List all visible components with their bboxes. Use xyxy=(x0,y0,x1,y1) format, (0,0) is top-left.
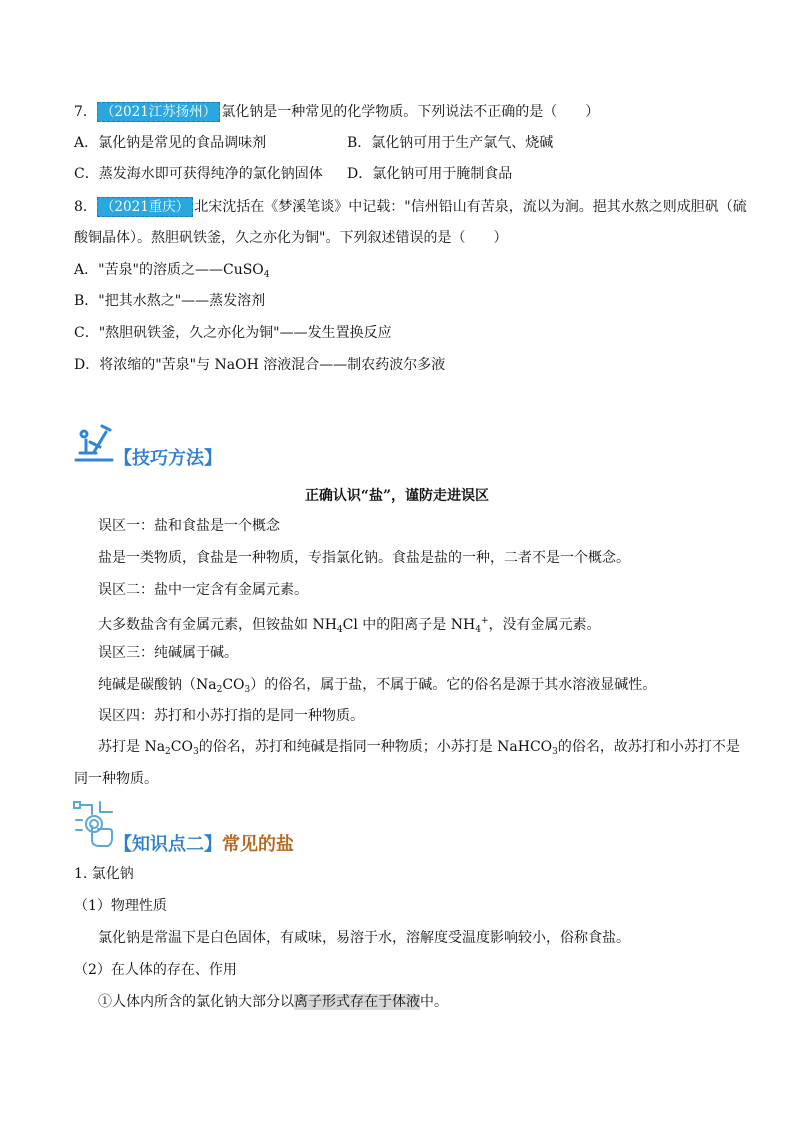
highlighted-text: 离子形式存在于体液 xyxy=(294,994,420,1010)
kp2-item-1: 1. 氯化钠 xyxy=(74,866,134,882)
misconception-3-text: 纯碱是碳酸钠$(Na_2CO_3)$的俗名，属于盐，不属于碱。它的俗名是源于其水溶液显碱性。 xyxy=(98,677,657,695)
misconception-1-text: 盐是一类物质，食盐是一种物质，专指氯化钠。食盐是盐的一种，二者不是一个概念。 xyxy=(98,550,630,566)
q8-option-d: D．将浓缩的"苦泉"与 NaOH 溶液混合——制农药波尔多液 xyxy=(74,357,446,373)
kp2-sub-1-text: 氯化钠是常温下是白色固体，有咸味，易溶于水，溶解度受温度影响较小，俗称食盐。 xyxy=(98,930,630,946)
misconception-3-title: 误区三：纯碱属于碱。 xyxy=(98,645,238,661)
question-8-stem-cont: 酸铜晶体）。熬胆矾铁釜，久之亦化为铜"。下列叙述错误的是（ ） xyxy=(74,230,508,246)
question-8-stem: 8． （2021重庆） 北宋沈括在《梦溪笔谈》中记载："信州铅山有苦泉，流以为涧。挹其水熬之则成胆矾（硫 xyxy=(74,199,747,215)
skills-subtitle: 正确认识“盐”，谨防走进误区 xyxy=(304,488,490,504)
q8-option-b: B．"把其水熬之"——蒸发溶剂 xyxy=(74,293,266,309)
kp2-sub-2: （2）在人体的存在、作用 xyxy=(74,962,237,978)
source-tag: （2021江苏扬州） xyxy=(97,102,220,122)
kp2-sub-2-text: ①人体内所含的氯化钠大部分以离子形式存在于体液中。 xyxy=(98,994,448,1010)
q7-option-b: B．氯化钠可用于生产氯气、烧碱 xyxy=(347,135,554,151)
misconception-2-title: 误区二：盐中一定含有金属元素。 xyxy=(98,582,308,598)
kp2-sub-1: （1）物理性质 xyxy=(74,898,167,914)
misconception-4-title: 误区四：苏打和小苏打指的是同一种物质。 xyxy=(98,708,364,724)
q8-option-a: A．"苦泉"的溶质之——CuSO$_4$ xyxy=(74,262,270,280)
q7-option-d: D．氯化钠可用于腌制食品 xyxy=(347,166,513,182)
q8-option-c: C．"熬胆矾铁釜，久之亦化为铜"——发生置换反应 xyxy=(74,325,392,341)
knowledge-point-heading: 【知识点二】常见的盐 xyxy=(114,834,294,855)
misconception-2-text: 大多数盐含有金属元素，但铵盐如 $NH_4Cl$ 中的阳离子是 $NH_4^+$，没有金属元素。 xyxy=(98,616,601,635)
q7-option-a: A．氯化钠是常见的食品调味剂 xyxy=(74,135,267,151)
question-7-stem: 7． （2021江苏扬州） 氯化钠是一种常见的化学物质。下列说法不正确的是（ ） xyxy=(74,104,600,120)
misconception-4-text: 苏打是 $Na_2CO_3$的俗名，苏打和纯碱是指同一种物质；小苏打是 NaHCO$_3$的俗名，故苏打和小苏打不是 xyxy=(98,739,740,757)
microscope-icon xyxy=(72,420,116,464)
misconception-1-title: 误区一：盐和食盐是一个概念 xyxy=(98,518,280,534)
source-tag: （2021重庆） xyxy=(97,197,193,217)
q7-option-c: C．蒸发海水即可获得纯净的氯化钠固体 xyxy=(74,166,323,182)
question-number: 7． xyxy=(74,104,97,120)
touch-hand-icon xyxy=(72,800,118,850)
question-number: 8． xyxy=(74,199,97,215)
misconception-4-text-cont: 同一种物质。 xyxy=(74,771,158,787)
skills-heading: 【技巧方法】 xyxy=(114,448,222,469)
